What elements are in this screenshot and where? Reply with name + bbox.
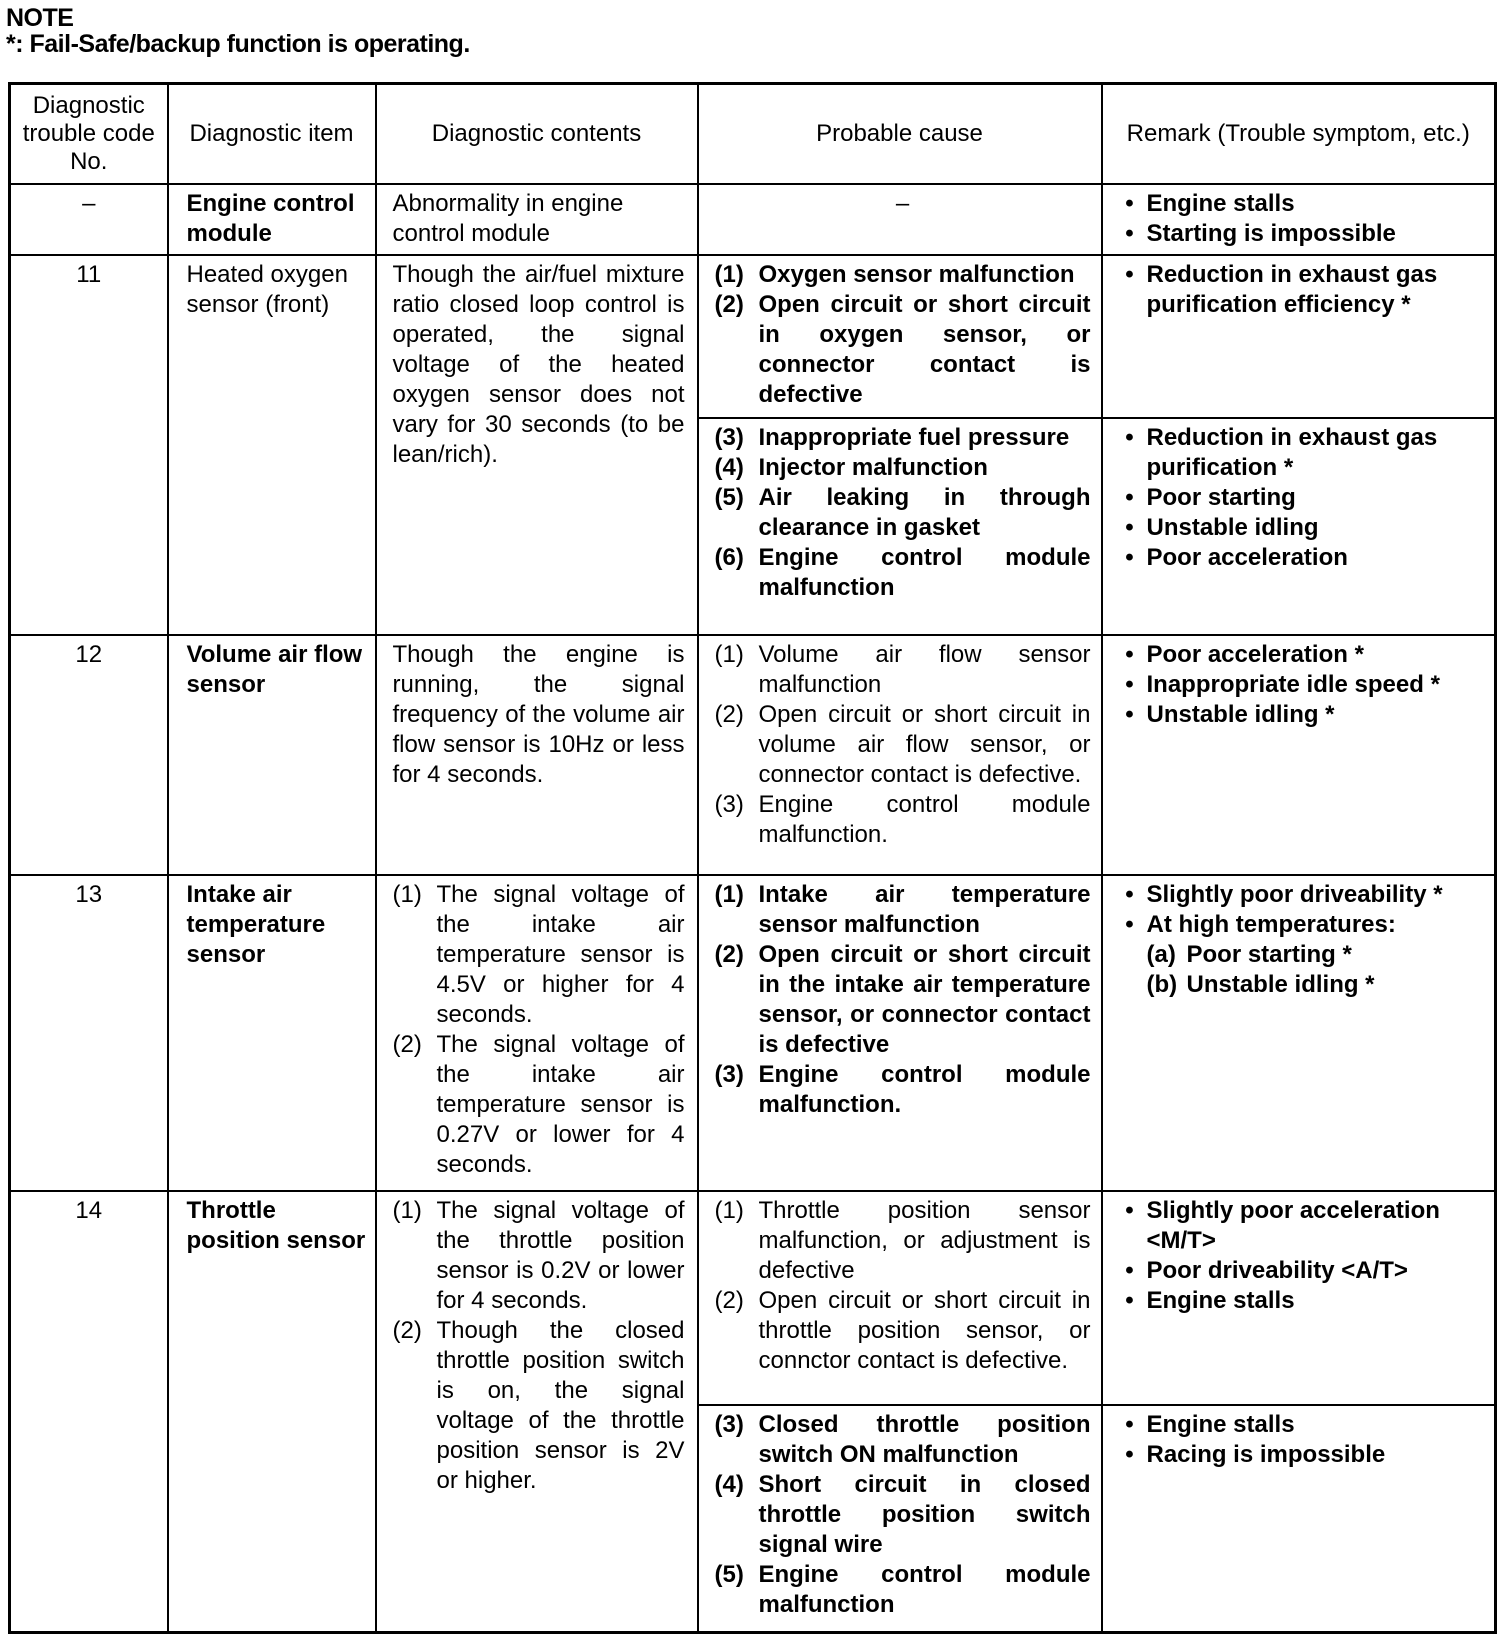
list-item: (2) Open circuit or short circuit in throttle position sensor, or connctor contact is defective.: [714, 1286, 1091, 1374]
list-item: • Starting is impossible: [1125, 219, 1396, 247]
remark-cell: [1102, 255, 1496, 418]
code-cell: 11: [10, 255, 168, 636]
header-cause: Probable cause: [698, 84, 1102, 184]
diagnostic-table: [8, 82, 1497, 1634]
contents-cell: [376, 875, 698, 1190]
code-cell: 14: [10, 1191, 168, 1633]
table-row: [10, 184, 1496, 255]
remark-cell: [1102, 184, 1496, 255]
list-item: (1) Volume air flow sensor malfunction: [714, 641, 1091, 699]
list-item: (6) Engine control module malfunction: [714, 543, 1091, 601]
remark-cell: [1102, 1405, 1496, 1633]
cause-cell: –: [698, 184, 1102, 255]
list-item: • Racing is impossible: [1125, 1440, 1386, 1468]
list-item: • Poor starting: [1125, 483, 1296, 511]
list-item: (2) Though the closed throttle position switch is on, the signal voltage of the throttle position sensor is 2V or higher.: [392, 1316, 685, 1494]
contents-cell: Abnormality in engine control module: [376, 184, 698, 255]
list-item: • Inappropriate idle speed *: [1125, 671, 1440, 699]
list-item: • Slightly poor acceleration <M/T>: [1125, 1196, 1440, 1254]
contents-cell: Though the engine is running, the signal frequency of the volume air flow sensor is 10Hz or less for 4 seconds.: [376, 635, 698, 875]
sub-item: (b) Unstable idling *: [1146, 971, 1375, 999]
header-item: Diagnostic item: [168, 84, 376, 184]
code-cell: 13: [10, 875, 168, 1190]
list-item: (2) The signal voltage of the intake air temperature sensor is 0.27V or lower for 4 seconds.: [392, 1031, 685, 1179]
list-item: (3) Engine control module malfunction.: [714, 1061, 1091, 1119]
list-item: (1) Oxygen sensor malfunction: [714, 260, 1075, 288]
list-item: • At high temperatures: (a) Poor starting * (b) Unstable idling *: [1113, 910, 1487, 1000]
header-remark: Remark (Trouble symptom, etc.): [1102, 84, 1496, 184]
table-row: [10, 635, 1496, 875]
item-cell: Throttle position sensor: [168, 1191, 376, 1633]
list-item: • Engine stalls: [1125, 1410, 1295, 1438]
note-text: *: Fail-Safe/backup function is operating.: [6, 30, 470, 58]
list-item: • Poor acceleration: [1125, 543, 1348, 571]
list-item: • Unstable idling: [1125, 513, 1319, 541]
table-header-row: [10, 84, 1496, 184]
list-item: (3) Closed throttle position switch ON malfunction: [714, 1410, 1091, 1468]
cause-cell: [698, 875, 1102, 1190]
code-cell: –: [10, 184, 168, 255]
list-item: (3) Engine control module malfunction.: [714, 791, 1091, 849]
item-cell: Heated oxygen sensor (front): [168, 255, 376, 636]
list-item: (3) Inappropriate fuel pressure: [714, 423, 1070, 451]
list-item: • Poor driveability <A/T>: [1125, 1256, 1408, 1284]
item-cell: Intake air temperature sensor: [168, 875, 376, 1190]
list-item: (2) Open circuit or short circuit in oxygen sensor, or connector contact is defective: [714, 290, 1091, 408]
header-code: Diagnostic trouble code No.: [10, 84, 168, 184]
remark-cell: [1102, 875, 1496, 1190]
item-cell: Volume air flow sensor: [168, 635, 376, 875]
list-item: (1) Intake air temperature sensor malfunction: [714, 881, 1091, 939]
table-row: [10, 255, 1496, 418]
list-item: (2) Open circuit or short circuit in volume air flow sensor, or connector contact is defective.: [714, 701, 1091, 789]
remark-cell: [1102, 635, 1496, 875]
cause-cell: [698, 1191, 1102, 1405]
remark-cell: [1102, 418, 1496, 636]
list-item: • Slightly poor driveability *: [1125, 881, 1443, 909]
list-item: • Reduction in exhaust gas purification efficiency *: [1125, 260, 1438, 318]
list-item: (4) Short circuit in closed throttle position switch signal wire: [714, 1470, 1091, 1558]
table-row: [10, 1191, 1496, 1405]
table-row: [10, 875, 1496, 1190]
cause-cell: [698, 255, 1102, 418]
list-item: (5) Air leaking in through clearance in gasket: [714, 483, 1091, 541]
note-title: NOTE: [6, 4, 74, 32]
cause-cell: [698, 418, 1102, 636]
list-item: (2) Open circuit or short circuit in the intake air temperature sensor, or connector contact is defective: [714, 941, 1091, 1059]
list-item: • Reduction in exhaust gas purification *: [1125, 423, 1438, 481]
code-cell: 12: [10, 635, 168, 875]
list-item: (5) Engine control module malfunction: [714, 1560, 1091, 1618]
list-item: (4) Injector malfunction: [714, 453, 988, 481]
list-item: • Engine stalls: [1125, 189, 1295, 217]
list-item: • Unstable idling *: [1125, 701, 1335, 729]
contents-cell: Though the air/fuel mixture ratio closed loop control is operated, the signal voltage of the heated oxygen sensor does not vary for 30 seconds (to be lean/rich).: [376, 255, 698, 636]
cause-cell: [698, 635, 1102, 875]
list-item: (1) The signal voltage of the intake air temperature sensor is 4.5V or higher for 4 seconds.: [392, 881, 685, 1029]
header-contents: Diagnostic contents: [376, 84, 698, 184]
list-item: (1) Throttle position sensor malfunction, or adjustment is defective: [714, 1196, 1091, 1284]
list-item: • Engine stalls: [1125, 1286, 1295, 1314]
sub-item: (a) Poor starting *: [1146, 941, 1352, 969]
item-cell: Engine control module: [168, 184, 376, 255]
list-item: (1) The signal voltage of the throttle position sensor is 0.2V or lower for 4 seconds.: [392, 1196, 685, 1314]
cause-cell: [698, 1405, 1102, 1633]
remark-cell: [1102, 1191, 1496, 1405]
contents-cell: [376, 1191, 698, 1633]
list-item: • Poor acceleration *: [1125, 641, 1364, 669]
